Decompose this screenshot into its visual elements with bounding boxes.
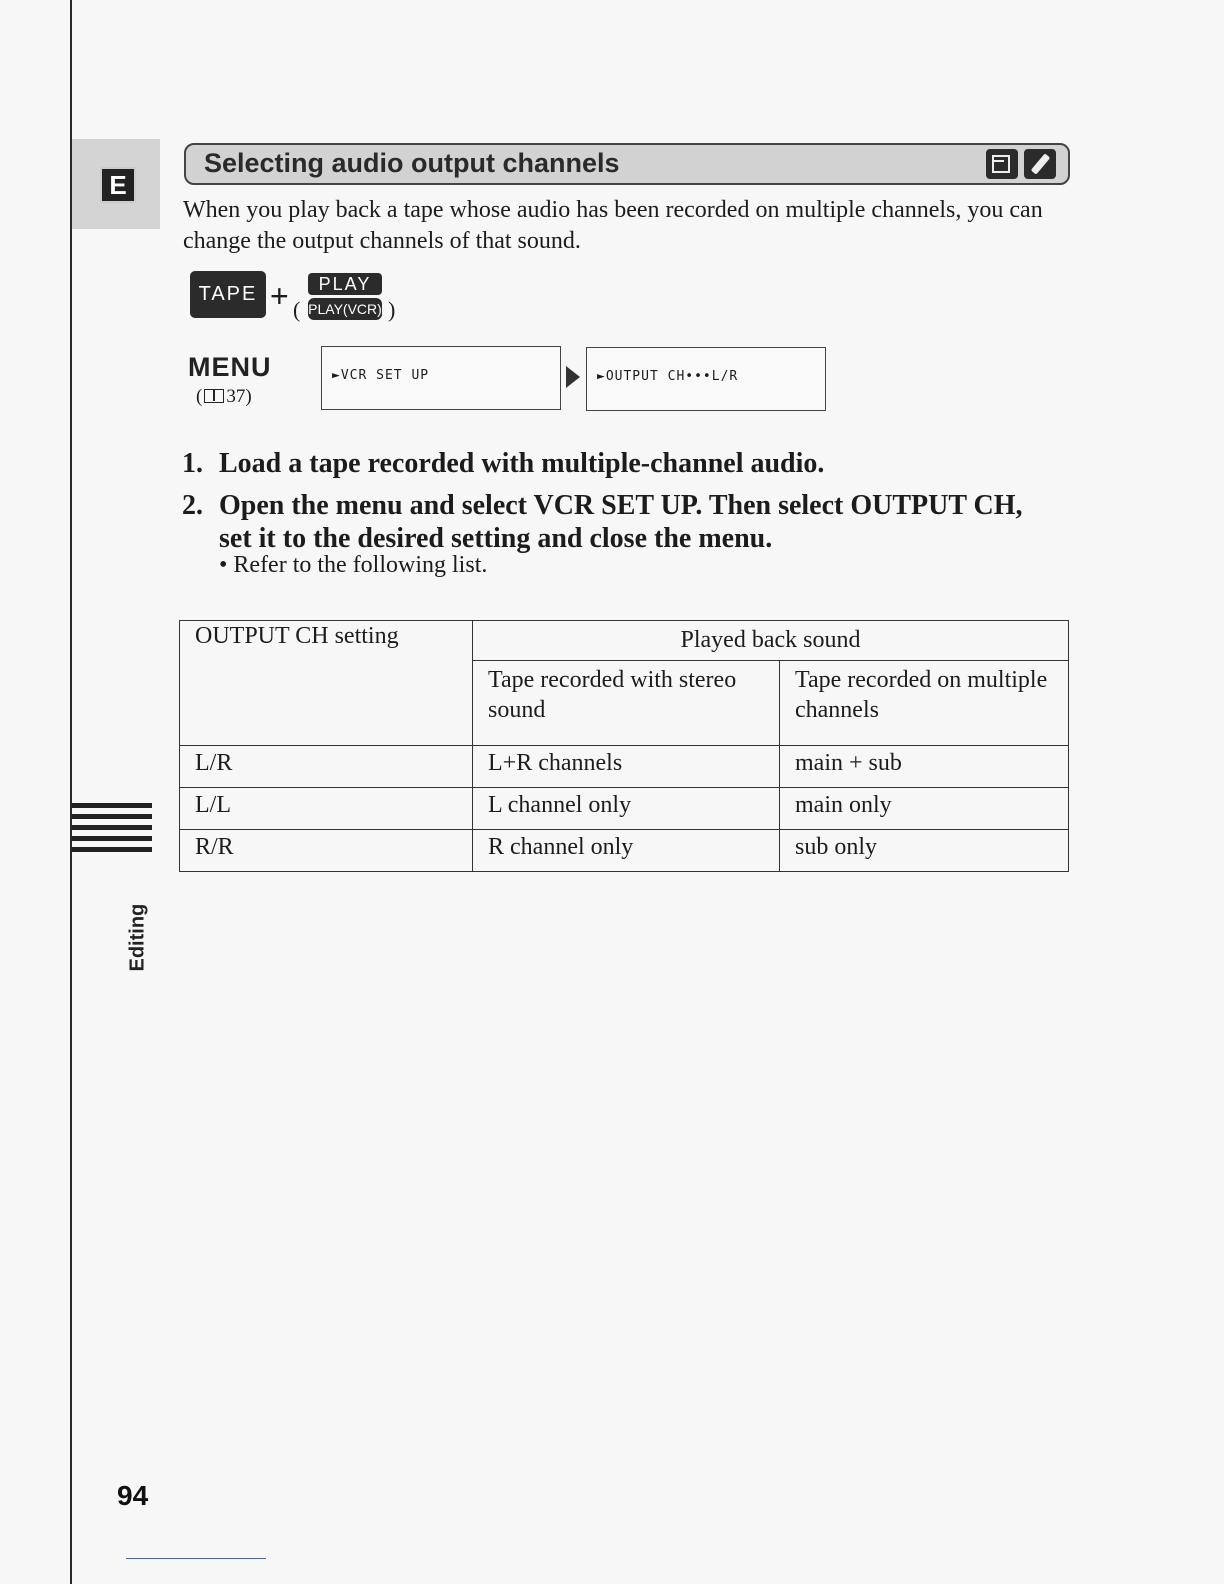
page-number: 94 [117,1480,149,1511]
bottom-link-line [126,1558,266,1559]
step-number: 2. [182,490,203,521]
plus-sign: + [270,278,289,314]
cell-multi: main + sub [780,746,1069,788]
mode-icons [986,149,1056,179]
book-icon [204,389,224,403]
section-label: Editing [126,903,149,972]
table-row [180,788,1069,830]
ref-page-number: 37) [226,386,252,407]
cell-multi: sub only [780,830,1069,872]
section-title-bar [184,143,1070,185]
left-margin-rule [70,0,72,1584]
header-setting: OUTPUT CH setting [180,621,473,746]
cell-setting: R/R [180,830,473,872]
pen-icon [1024,149,1056,179]
cell-stereo: R channel only [473,830,780,872]
page-title: Selecting audio output channels [204,148,620,178]
menu-label: MENU [188,352,272,382]
ref-open-paren: ( [196,386,203,407]
arrow-right-icon [566,366,580,388]
language-badge: E [100,167,136,203]
cell-stereo: L channel only [473,788,780,830]
play-vcr-key: PLAY(VCR) [308,298,382,320]
open-paren: ( [293,297,301,322]
cell-stereo: L+R channels [473,746,780,788]
close-paren: ) [388,297,396,322]
output-channel-table [179,620,1069,872]
header-multi: Tape recorded on multiple channels [780,661,1069,746]
intro-paragraph: When you play back a tape whose audio has been recorded on multiple channels, you can change the output channels of that sound. [183,197,1043,254]
cell-multi: main only [780,788,1069,830]
bullet-note: • Refer to the following list. [219,552,488,578]
table-row [180,746,1069,788]
play-key: PLAY [308,273,382,295]
header-stereo: Tape recorded with stereo sound [473,661,780,746]
table-row [180,830,1069,872]
cell-setting: L/L [180,788,473,830]
header-played-back: Played back sound [473,621,1069,661]
step-text-line1: Open the menu and select VCR SET UP. Then select OUTPUT CH, [219,490,1023,521]
card-icon [986,149,1018,179]
menu-page-ref [196,386,252,408]
step-text: Load a tape recorded with multiple-channel audio. [219,448,825,479]
menu-box-vcr-setup: ►VCR SET UP [321,346,561,410]
section-bars [72,803,152,858]
step-text-line2: set it to the desired setting and close the menu. [219,523,773,554]
step-2 [182,489,1082,555]
step-1 [182,447,1082,480]
step-number: 1. [182,448,203,479]
cell-setting: L/R [180,746,473,788]
menu-box-output-ch: ►OUTPUT CH•••L/R [586,347,826,411]
tape-key: TAPE [190,271,266,318]
